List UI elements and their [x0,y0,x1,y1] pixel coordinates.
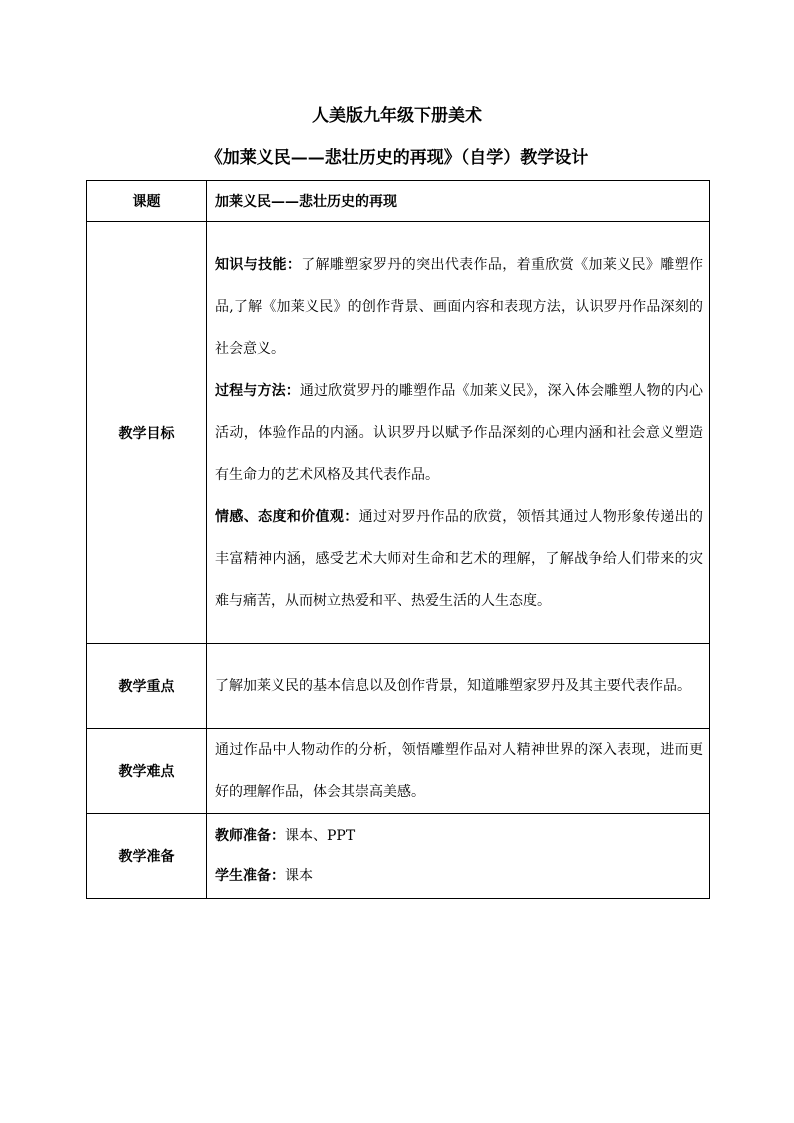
document-subtitle: 《加莱义民——悲壮历史的再现》（自学）教学设计 [205,148,589,168]
goal-emotion-text: 通过对罗丹作品的欣赏，领悟其通过人物形象传递出的丰富精神内涵，感受艺术大师对生命和艺术的理解，了解战争给人们带来的灾难与痛苦，从而树立热爱和平、热爱生活的人生态度。 [215,508,704,609]
student-preparation-key: 学生准备： [215,868,285,884]
key-points-label: 教学重点 [87,644,207,729]
table-row-topic [87,181,710,222]
topic-label: 课题 [87,181,207,222]
goal-process-key: 过程与方法： [215,382,300,399]
goal-emotion-key: 情感、态度和价值观： [215,508,359,525]
difficulties-text: 通过作品中人物动作的分析，领悟雕塑作品对人精神世界的深入表现，进而更好的理解作品，体会其崇高美感。 [207,729,710,814]
difficulties-label: 教学难点 [87,729,207,814]
table-row-preparation [87,814,710,899]
key-points-text: 了解加莱义民的基本信息以及创作背景，知道雕塑家罗丹及其主要代表作品。 [207,644,710,729]
teacher-preparation [215,816,703,856]
document-title: 人美版九年级下册美术 [312,106,482,126]
topic-value [207,181,710,222]
goal-knowledge-key: 知识与技能： [215,256,302,273]
lesson-plan-table [86,180,710,899]
teacher-preparation-text: 课本、PPT [285,828,356,844]
goal-knowledge [215,244,703,370]
table-row-goals [87,222,710,644]
goal-process-text: 通过欣赏罗丹的雕塑作品《加莱义民》，深入体会雕塑人物的内心活动，体验作品的内涵。认识罗丹以赋予作品深刻的心理内涵和社会意义塑造有生命力的艺术风格及其代表作品。 [215,382,704,483]
topic-value-text: 加莱义民——悲壮历史的再现 [215,194,397,210]
teacher-preparation-key: 教师准备： [215,828,285,844]
goals-content [207,222,710,644]
preparation-label: 教学准备 [87,814,207,899]
table-row-difficulties [87,729,710,814]
student-preparation [215,856,703,896]
student-preparation-text: 课本 [285,868,313,884]
goal-emotion [215,496,703,622]
table-row-key-points [87,644,710,729]
goal-knowledge-text: 了解雕塑家罗丹的突出代表作品，着重欣赏《加莱义民》雕塑作品,了解《加莱义民》的创作背景、画面内容和表现方法，认识罗丹作品深刻的社会意义。 [215,256,704,357]
goal-process [215,370,703,496]
goals-label: 教学目标 [87,222,207,644]
preparation-content [207,814,710,899]
